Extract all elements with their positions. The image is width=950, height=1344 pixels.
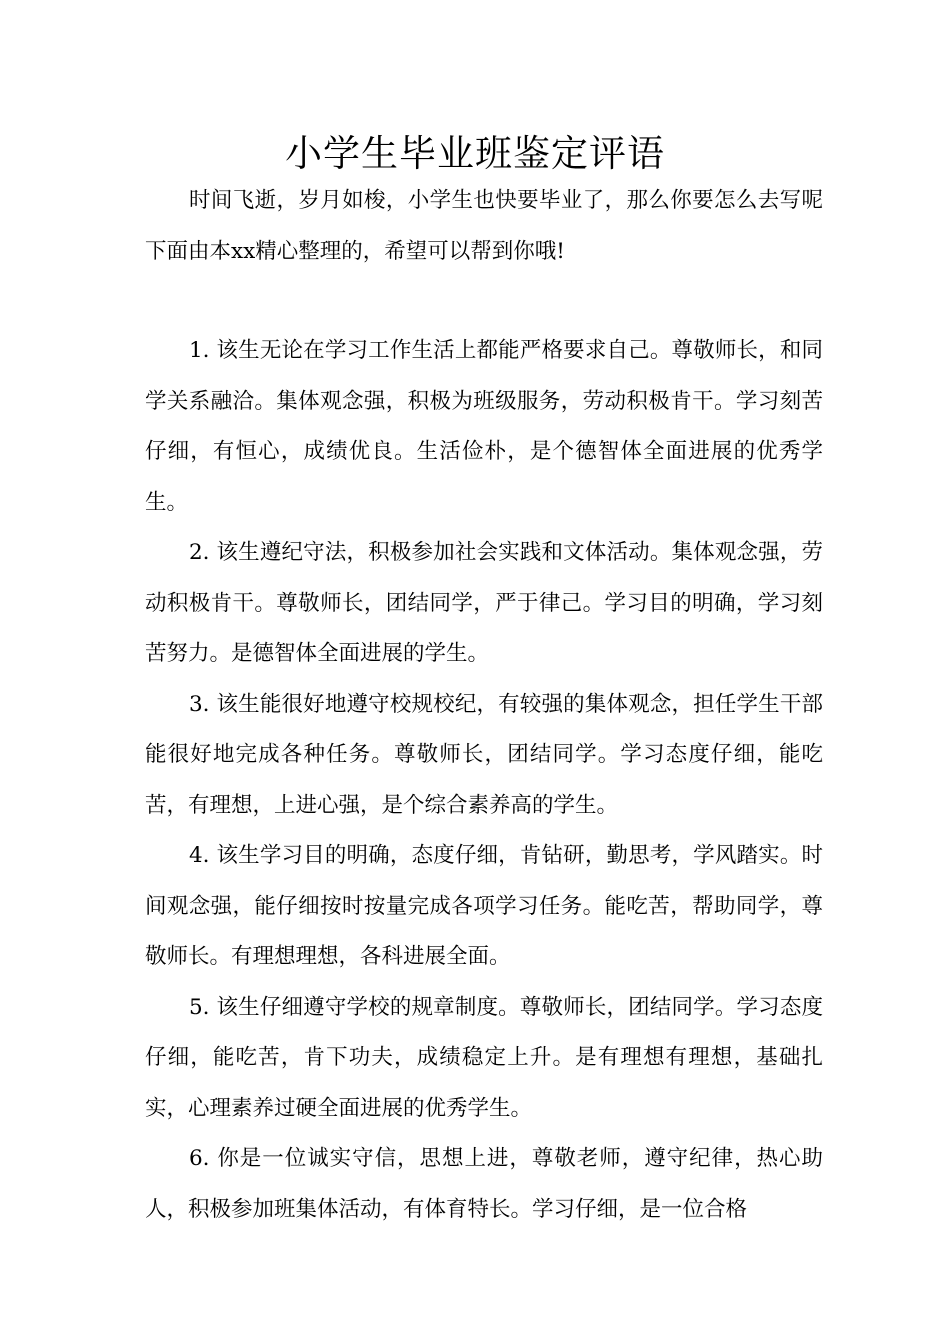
document-title: 小学生毕业班鉴定评语	[285, 132, 665, 175]
appraisal-item-6: 6. 你是一位诚实守信，思想上进，尊敬老师，遵守纪律，热心助人，积极参加班集体活动，有体育特长。学习仔细，是一位合格	[145, 1146, 823, 1222]
appraisal-item-3: 3. 该生能很好地遵守校规校纪，有较强的集体观念，担任学生干部能很好地完成各种任务。尊敬师长，团结同学。学习态度仔细，能吃苦，有理想，上进心强，是个综合素养高的学生。	[145, 691, 823, 818]
appraisal-item-5: 5. 该生仔细遵守学校的规章制度。尊敬师长，团结同学。学习态度仔细，能吃苦，肯下功夫，成绩稳定上升。是有理想有理想，基础扎实，心理素养过硬全面进展的优秀学生。	[145, 994, 823, 1121]
appraisal-list	[145, 326, 823, 1235]
intro-paragraph: 时间飞逝，岁月如梭，小学生也快要毕业了，那么你要怎么去写呢下面由本xx精心整理的，希望可以帮到你哦!	[145, 188, 823, 264]
appraisal-item-2: 2. 该生遵纪守法，积极参加社会实践和文体活动。集体观念强，劳动积极肯干。尊敬师长，团结同学，严于律己。学习目的明确，学习刻苦努力。是德智体全面进展的学生。	[145, 540, 823, 666]
appraisal-item-1: 1. 该生无论在学习工作生活上都能严格要求自己。尊敬师长，和同学关系融洽。集体观念强，积极为班级服务，劳动积极肯干。学习刻苦仔细，有恒心，成绩优良。生活俭朴，是个德智体全面进展的优秀学生。	[145, 338, 823, 515]
appraisal-item-4: 4. 该生学习目的明确，态度仔细，肯钻研，勤思考，学风踏实。时间观念强，能仔细按时按量完成各项学习任务。能吃苦，帮助同学，尊敬师长。有理想理想，各科进展全面。	[145, 843, 823, 969]
